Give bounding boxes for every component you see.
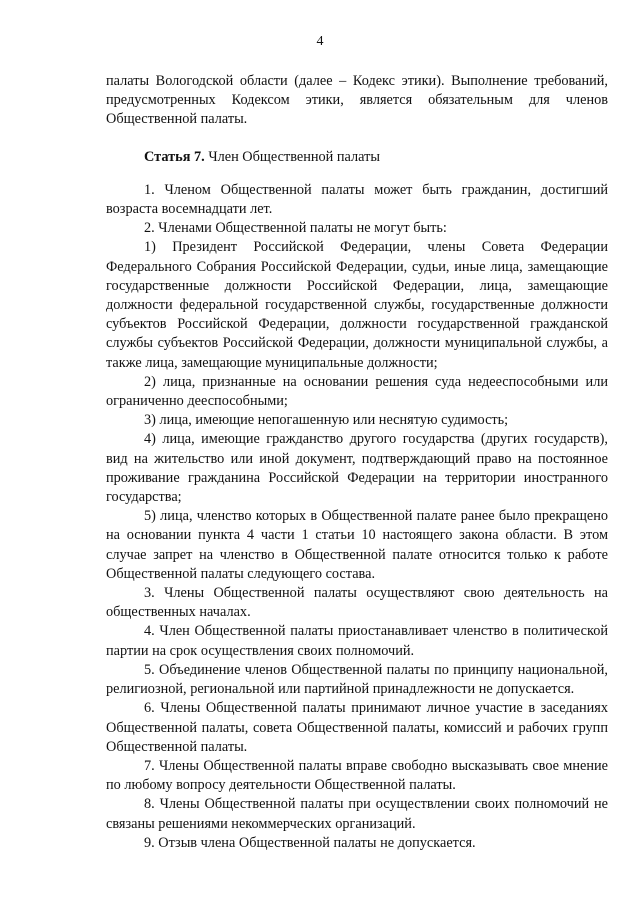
paragraph-item: 3. Члены Общественной палаты осуществляют свою деятельность на общественных началах. xyxy=(106,585,608,621)
paragraph-item: 4) лица, имеющие гражданство другого государства (других государств), вид на жительство или иной документ, подтверждающий право на постоянное проживание гражданина Российской Федерации на территории иностранного государства; xyxy=(106,431,608,506)
document-body xyxy=(106,72,608,853)
paragraph-item: 6. Члены Общественной палаты принимают личное участие в заседаниях Общественной палаты, совета Общественной палаты, комиссий и рабочих групп Общественной палаты. xyxy=(106,700,608,755)
paragraph-item: 8. Члены Общественной палаты при осуществлении своих полномочий не связаны решениями некоммерческих организаций. xyxy=(106,796,608,832)
intro-paragraph: палаты Вологодской области (далее – Кодекс этики). Выполнение требований, предусмотренных Кодексом этики, является обязательным для членов Общественной палаты. xyxy=(106,73,608,128)
page-number: 4 xyxy=(316,34,324,49)
paragraph-item: 5. Объединение членов Общественной палаты по принципу национальной, религиозной, региональной или партийной принадлежности не допускается. xyxy=(106,661,608,698)
paragraph-item: 4. Член Общественной палаты приостанавливает членство в политической партии на срок осуществления своих полномочий. xyxy=(106,623,608,659)
paragraph-item: 2) лица, признанные на основании решения суда недееспособными или ограниченно дееспособными; xyxy=(106,373,608,410)
paragraph-item: 1. Членом Общественной палаты может быть гражданин, достигший возраста восемнадцати лет. xyxy=(106,181,608,218)
article-heading xyxy=(106,148,608,167)
paragraph-item: 5) лица, членство которых в Общественной палате ранее было прекращено на основании пункта 4 части 1 статьи 10 настоящего закона области. В этом случае запрет на членство в Общественной палате относится только к работе Общественной палаты следующего состава. xyxy=(106,508,608,582)
paragraph-item: 3) лица, имеющие непогашенную или неснятую судимость; xyxy=(144,412,509,429)
article-label: Статья 7. xyxy=(144,148,205,165)
paragraph-item: 1) Президент Российской Федерации, члены Совета Федерации Федерального Собрания Российской Федерации, судьи, иные лица, замещающие государственные должности Российской Федерации, лица, замещающие должности федеральной государственной службы, государственные должности субъектов Российской Федерации, должности государственной гражданской службы субъектов Российской Федерации, должности муниципальной службы, а также лица, замещающие муниципальные должности; xyxy=(106,239,608,371)
article-title: Член Общественной палаты xyxy=(208,148,380,165)
paragraph-item: 7. Члены Общественной палаты вправе свободно высказывать свое мнение по любому вопросу деятельности Общественной палаты. xyxy=(106,757,608,794)
paragraph-item: 2. Членами Общественной палаты не могут быть: xyxy=(144,220,447,237)
paragraph-item: 9. Отзыв члена Общественной палаты не допускается. xyxy=(144,834,476,851)
